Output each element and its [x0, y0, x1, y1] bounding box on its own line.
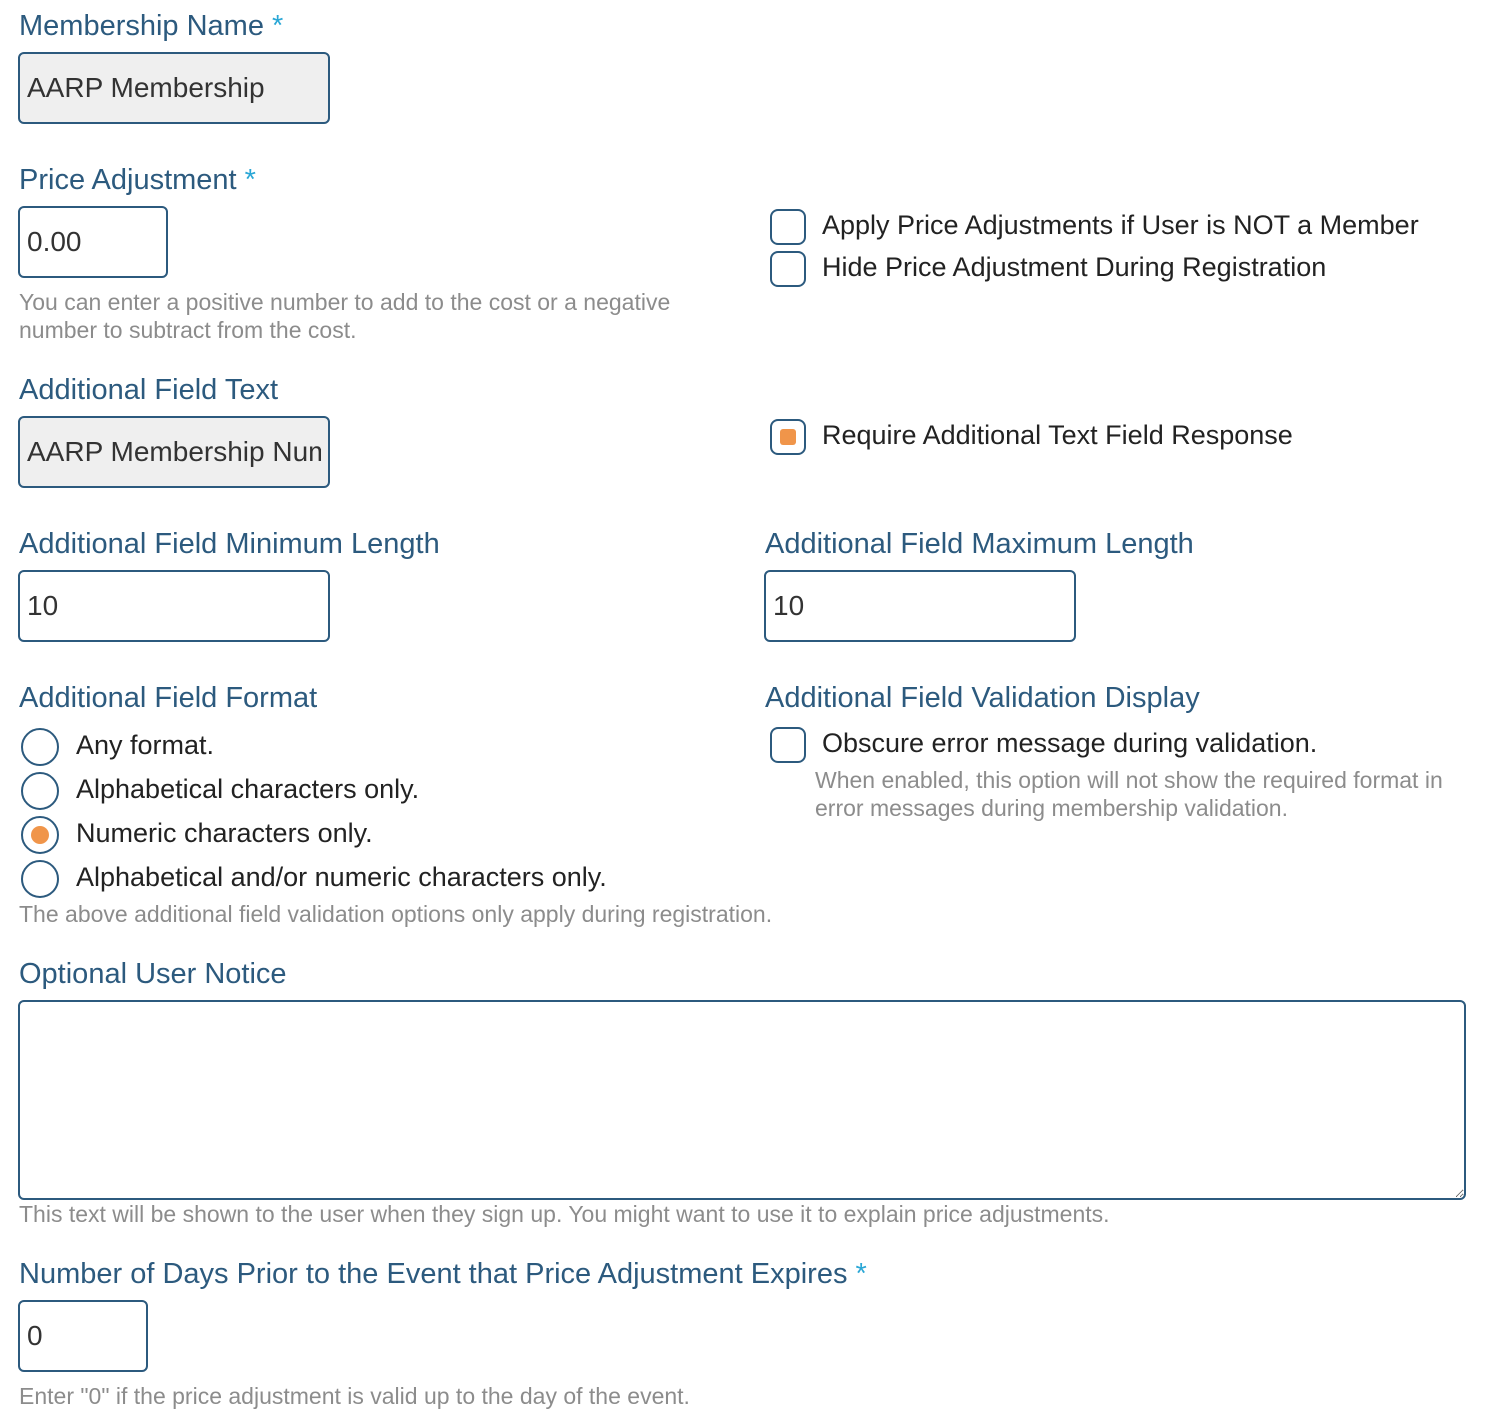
apply-if-not-member-checkbox[interactable] [770, 209, 806, 245]
price-adjustment-label: Price Adjustment * [19, 164, 256, 196]
format-any-radio[interactable] [21, 728, 59, 766]
min-length-label: Additional Field Minimum Length [19, 528, 440, 560]
price-adjustment-input[interactable] [18, 206, 168, 278]
days-prior-help: Enter "0" if the price adjustment is valid up to the day of the event. [19, 1383, 690, 1409]
format-alphanumeric-radio[interactable] [21, 860, 59, 898]
obscure-error-label[interactable]: Obscure error message during validation. [822, 728, 1318, 758]
validation-display-help: When enabled, this option will not show the required format in error messages during membership validation. [815, 767, 1443, 821]
additional-field-text-label: Additional Field Text [19, 374, 279, 406]
format-numeric-label[interactable]: Numeric characters only. [76, 818, 373, 848]
additional-field-text-input[interactable] [18, 416, 330, 488]
required-marker: * [271, 10, 284, 42]
hide-during-registration-label[interactable]: Hide Price Adjustment During Registration [822, 252, 1327, 282]
field-format-label: Additional Field Format [19, 682, 318, 714]
validation-display-label: Additional Field Validation Display [765, 682, 1200, 714]
format-alpha-radio[interactable] [21, 772, 59, 810]
require-response-label[interactable]: Require Additional Text Field Response [822, 420, 1293, 450]
user-notice-textarea[interactable] [18, 1000, 1466, 1200]
apply-if-not-member-label[interactable]: Apply Price Adjustments if User is NOT a Member [822, 210, 1419, 240]
membership-name-label: Membership Name * [19, 10, 284, 42]
max-length-input[interactable] [764, 570, 1076, 642]
format-numeric-radio[interactable] [21, 816, 59, 854]
days-prior-label: Number of Days Prior to the Event that Price Adjustment Expires * [19, 1258, 867, 1290]
format-alphanumeric-label[interactable]: Alphabetical and/or numeric characters only. [76, 862, 607, 892]
days-prior-input[interactable] [18, 1300, 148, 1372]
membership-name-input[interactable] [18, 52, 330, 124]
hide-during-registration-checkbox[interactable] [770, 251, 806, 287]
price-adjustment-help: You can enter a positive number to add to the cost or a negative number to subtract from the cost. [19, 289, 671, 343]
required-marker: * [244, 164, 256, 196]
min-length-input[interactable] [18, 570, 330, 642]
field-format-help: The above additional field validation options only apply during registration. [19, 901, 773, 927]
require-response-checkbox[interactable] [770, 419, 806, 455]
max-length-label: Additional Field Maximum Length [765, 528, 1194, 560]
format-any-label[interactable]: Any format. [76, 730, 215, 760]
obscure-error-checkbox[interactable] [770, 727, 806, 763]
format-alpha-label[interactable]: Alphabetical characters only. [76, 774, 420, 804]
user-notice-label: Optional User Notice [19, 958, 287, 990]
user-notice-help: This text will be shown to the user when they sign up. You might want to use it to explain price adjustments. [19, 1201, 1110, 1227]
required-marker: * [855, 1258, 867, 1290]
